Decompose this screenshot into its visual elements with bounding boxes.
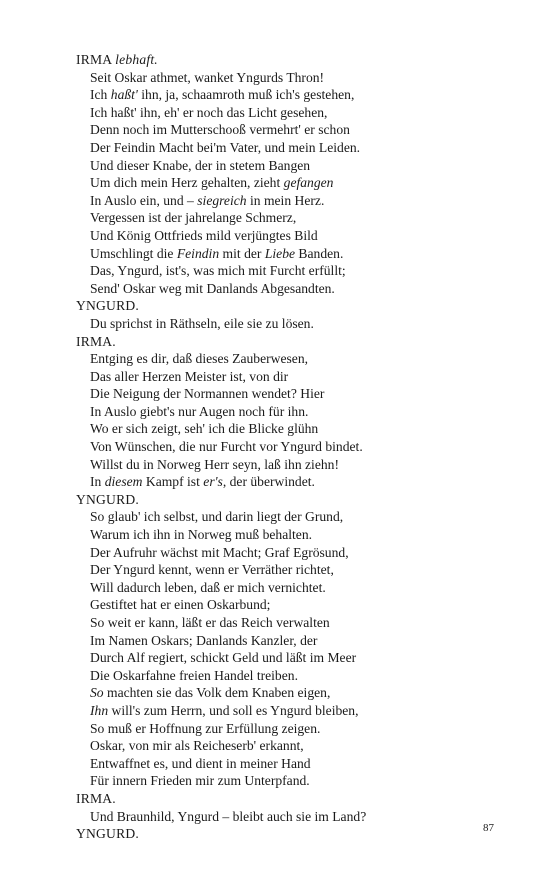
text-segment: Das, Yngurd, ist's, was mich mit Furcht erfüllt;: [90, 263, 346, 279]
verse-line: [76, 508, 516, 526]
emphasis-text: Ihn: [90, 702, 109, 718]
text-segment: YNGURD.: [76, 298, 139, 314]
text-segment: Banden.: [295, 245, 344, 261]
verse-line: [76, 579, 516, 597]
emphasis-text: So: [90, 685, 104, 701]
text-segment: Oskar, von mir als Reicheserb' erkannt,: [90, 738, 304, 754]
verse-line: [76, 192, 516, 210]
text-segment: mit der: [219, 245, 265, 261]
verse-line: [76, 737, 516, 755]
verse-line: [76, 385, 516, 403]
text-segment: Willst du in Norweg Herr seyn, laß ihn ziehn!: [90, 456, 339, 472]
verse-line: [76, 104, 516, 122]
text-segment: Die Neigung der Normannen wendet? Hier: [90, 386, 325, 402]
text-segment: Kampf ist: [142, 474, 204, 490]
text-segment: In Auslo ein, und –: [90, 192, 198, 208]
emphasis-text: er's: [203, 474, 223, 490]
verse-line: [76, 702, 516, 720]
verse-line: [76, 245, 516, 263]
verse-line: [76, 561, 516, 579]
emphasis-text: siegreich: [197, 192, 247, 208]
text-segment: YNGURD.: [76, 491, 139, 507]
text-segment: Und dieser Knabe, der in stetem Bangen: [90, 157, 311, 173]
text-segment: in mein Herz.: [246, 192, 325, 208]
verse-line: [76, 315, 516, 333]
speaker-heading: [76, 491, 516, 509]
verse-line: [76, 456, 516, 474]
text-segment: So weit er kann, läßt er das Reich verwalten: [90, 615, 330, 630]
text-segment: , der überwindet.: [222, 474, 315, 490]
text-segment: IRMA: [76, 52, 116, 67]
page-number: 87: [483, 822, 494, 834]
verse-line: [76, 350, 516, 368]
text-segment: Und König Ottfrieds mild verjüngtes Bild: [90, 227, 318, 243]
text-segment: Send' Oskar weg mit Danlands Abgesandten.: [90, 280, 335, 296]
verse-line: [76, 227, 516, 245]
text-segment: Um dich mein Herz gehalten, zieht: [90, 175, 284, 191]
verse-line: [76, 755, 516, 773]
verse-line: [76, 121, 516, 139]
speaker-heading: [76, 790, 516, 808]
text-segment: Der Aufruhr wächst mit Macht; Graf Egrösund,: [90, 544, 349, 560]
text-segment: Entging es dir, daß dieses Zauberwesen,: [90, 351, 309, 367]
emphasis-text: lebhaft.: [115, 52, 158, 67]
verse-line: [76, 139, 516, 157]
verse-line: [76, 403, 516, 421]
text-segment: Für innern Frieden mir zum Unterpfand.: [90, 773, 310, 789]
emphasis-text: gefangen: [283, 175, 334, 191]
verse-line: [76, 368, 516, 386]
text-segment: Durch Alf regiert, schickt Geld und läßt im Meer: [90, 650, 357, 666]
speaker-heading: [76, 297, 516, 315]
verse-line: [76, 86, 516, 104]
emphasis-text: diesem: [104, 474, 143, 490]
text-segment: ihn, ja, schaamroth muß ich's gestehen,: [137, 87, 355, 103]
verse-line: [76, 174, 516, 192]
text-segment: IRMA.: [76, 790, 116, 806]
verse-line: [76, 473, 516, 491]
text-segment: In Auslo giebt's nur Augen noch für ihn.: [90, 403, 309, 419]
text-segment: Ich haßt' ihn, eh' er noch das Licht gesehen,: [90, 104, 328, 120]
text-segment: Will dadurch leben, daß er mich vernichtet.: [90, 579, 326, 595]
speaker-heading: [76, 825, 516, 843]
text-segment: In: [90, 474, 105, 490]
verse-line: [76, 262, 516, 280]
verse-line: [76, 280, 516, 298]
text-segment: Du sprichst in Räthseln, eile sie zu lösen.: [90, 315, 314, 331]
verse-line: [76, 808, 516, 826]
emphasis-text: haßt': [110, 87, 138, 103]
text-segment: will's zum Herrn, und soll es Yngurd bleiben,: [108, 702, 359, 718]
verse-line: [76, 420, 516, 438]
text-segment: Im Namen Oskars; Danlands Kanzler, der: [90, 632, 318, 648]
verse-line: [76, 772, 516, 790]
verse-line: [76, 667, 516, 685]
verse-line: [76, 684, 516, 702]
text-segment: Denn noch im Mutterschooß vermehrt' er schon: [90, 122, 350, 138]
verse-line: [76, 614, 516, 632]
text-segment: Gestiftet hat er einen Oskarbund;: [90, 597, 271, 613]
verse-line: [76, 649, 516, 667]
text-segment: Seit Oskar athmet, wanket Yngurds Thron!: [90, 69, 325, 85]
speaker-heading: [76, 51, 516, 69]
verse-line: [76, 632, 516, 650]
text-segment: Der Feindin Macht bei'm Vater, und mein Leiden.: [90, 139, 361, 155]
text-segment: Und Braunhild, Yngurd – bleibt auch sie im Land?: [90, 808, 367, 824]
text-segment: Die Oskarfahne freien Handel treiben.: [90, 667, 298, 683]
text-segment: So muß er Hoffnung zur Erfüllung zeigen.: [90, 720, 321, 736]
text-segment: Wo er sich zeigt, seh' ich die Blicke glühn: [90, 421, 319, 437]
text-segment: Entwaffnet es, und dient in meiner Hand: [90, 755, 311, 771]
verse-line: [76, 526, 516, 544]
verse-line: [76, 720, 516, 738]
verse-line: [76, 157, 516, 175]
text-segment: Ich: [90, 87, 111, 103]
text-segment: Von Wünschen, die nur Furcht vor Yngurd bindet.: [90, 439, 363, 455]
emphasis-text: Feindin: [176, 245, 220, 261]
text-segment: Warum ich ihn in Norweg muß behalten.: [90, 527, 313, 543]
verse-line: [76, 69, 516, 87]
text-segment: Der Yngurd kennt, wenn er Verräther richtet,: [90, 562, 334, 578]
verse-line: [76, 596, 516, 614]
page-body: [76, 51, 516, 843]
verse-line: [76, 544, 516, 562]
text-segment: Umschlingt die: [90, 245, 177, 261]
emphasis-text: Liebe: [264, 245, 296, 261]
text-segment: IRMA.: [76, 333, 116, 349]
text-segment: YNGURD.: [76, 826, 139, 842]
verse-line: [76, 438, 516, 456]
text-segment: Vergessen ist der jahrelange Schmerz,: [90, 210, 297, 226]
speaker-heading: [76, 333, 516, 351]
verse-line: [76, 209, 516, 227]
text-segment: machten sie das Volk dem Knaben eigen,: [103, 685, 331, 701]
text-segment: Das aller Herzen Meister ist, von dir: [90, 368, 289, 384]
text-segment: So glaub' ich selbst, und darin liegt der Grund,: [90, 509, 344, 525]
